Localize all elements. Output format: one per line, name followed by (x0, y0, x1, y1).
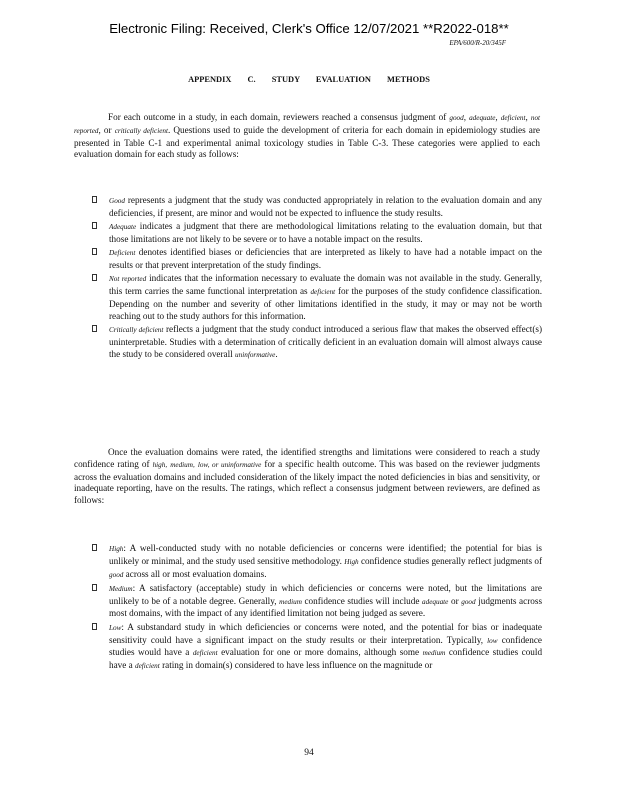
confidence-rating-list (92, 543, 542, 674)
intro-paragraph: For each outcome in a study, in each domain, reviewers reached a consensus judgment of good, adequate, deficient, not reported, or critically deficient. Questions used to guide the development of criteria for each domain in epidemiology studies are presented in Table C-1 and experimental animal toxicology studies in Table C-3. These categories were applied to each evaluation domain for each study as follows: (74, 112, 541, 160)
list-item: High: A well-conducted study with no notable deficiencies or concerns were identified; the potential for bias is unlikely or minimal, and the study used sensitive methodology. High confidence studies generally reflect judgments of good across all or most evaluation domains. (92, 543, 542, 581)
checkbox-bullet-icon (92, 248, 97, 255)
list-item: Good represents a judgment that the study was conducted appropriately in relation to the evaluation domain and any deficiencies, if present, are minor and would not be expected to influence the study results. (92, 195, 542, 220)
checkbox-bullet-icon (92, 544, 97, 551)
checkbox-bullet-icon (92, 274, 97, 281)
checkbox-bullet-icon (92, 222, 97, 229)
checkbox-bullet-icon (92, 584, 97, 591)
filing-stamp: Electronic Filing: Received, Clerk's Office 12/07/2021 **R2022-018** (109, 21, 509, 36)
document-id: EPA/600/R-20/345F (449, 39, 506, 47)
confidence-paragraph: Once the evaluation domains were rated, the identified strengths and limitations were considered to reach a study confidence rating of high, medium, low, or uninformative for a specific health outcome. This was based on the reviewer judgments across the evaluation domains and included consideration of the likely impact the noted deficiencies in bias and sensitivity, or inadequate reporting, have on the results. The ratings, which reflect a consensus judgment between reviewers, are defined as follows: (74, 447, 540, 506)
checkbox-bullet-icon (92, 325, 97, 332)
list-item: Low: A substandard study in which deficiencies or concerns were noted, and the potential for bias or inadequate sensitivity could have a significant impact on the study results or their interpretation. Typically, low confidence studies would have a deficient evaluation for one or more domains, although some medium confidence studies could have a deficient rating in domain(s) considered to have less influence on the magnitude or (92, 622, 542, 673)
list-item: Adequate indicates a judgment that there are methodological limitations relating to the evaluation domain, but that those limitations are not likely to be severe or to have a notable impact on the results. (92, 221, 542, 246)
domain-judgment-list (92, 195, 542, 363)
section-heading: APPENDIX C. STUDY EVALUATION METHODS (188, 75, 430, 84)
list-item: Medium: A satisfactory (acceptable) study in which deficiencies or concerns were noted, but the limitations are unlikely to be of a notable degree. Generally, medium confidence studies will include adequate or good judgments across most domains, with the impact of any identified limitation not being judged as severe. (92, 583, 542, 620)
checkbox-bullet-icon (92, 196, 97, 203)
list-item: Deficient denotes identified biases or deficiencies that are interpreted as likely to have had a notable impact on the results or that prevent interpretation of the study findings. (92, 247, 542, 272)
checkbox-bullet-icon (92, 623, 97, 630)
page-number: 94 (304, 748, 314, 758)
list-item: Critically deficient reflects a judgment that the study conduct introduced a serious flaw that makes the observed effect(s) uninterpretable. Studies with a determination of critically deficient in an evaluation domain will almost always cause the study to be considered overall uninformative. (92, 324, 542, 361)
list-item: Not reported indicates that the information necessary to evaluate the domain was not available in the study. Generally, this term carries the same functional interpretation as deficient for the purposes of the study confidence classification. Depending on the number and severity of other limitations identified in the study, it may or may not be worth reaching out to the study authors for this information. (92, 273, 542, 322)
